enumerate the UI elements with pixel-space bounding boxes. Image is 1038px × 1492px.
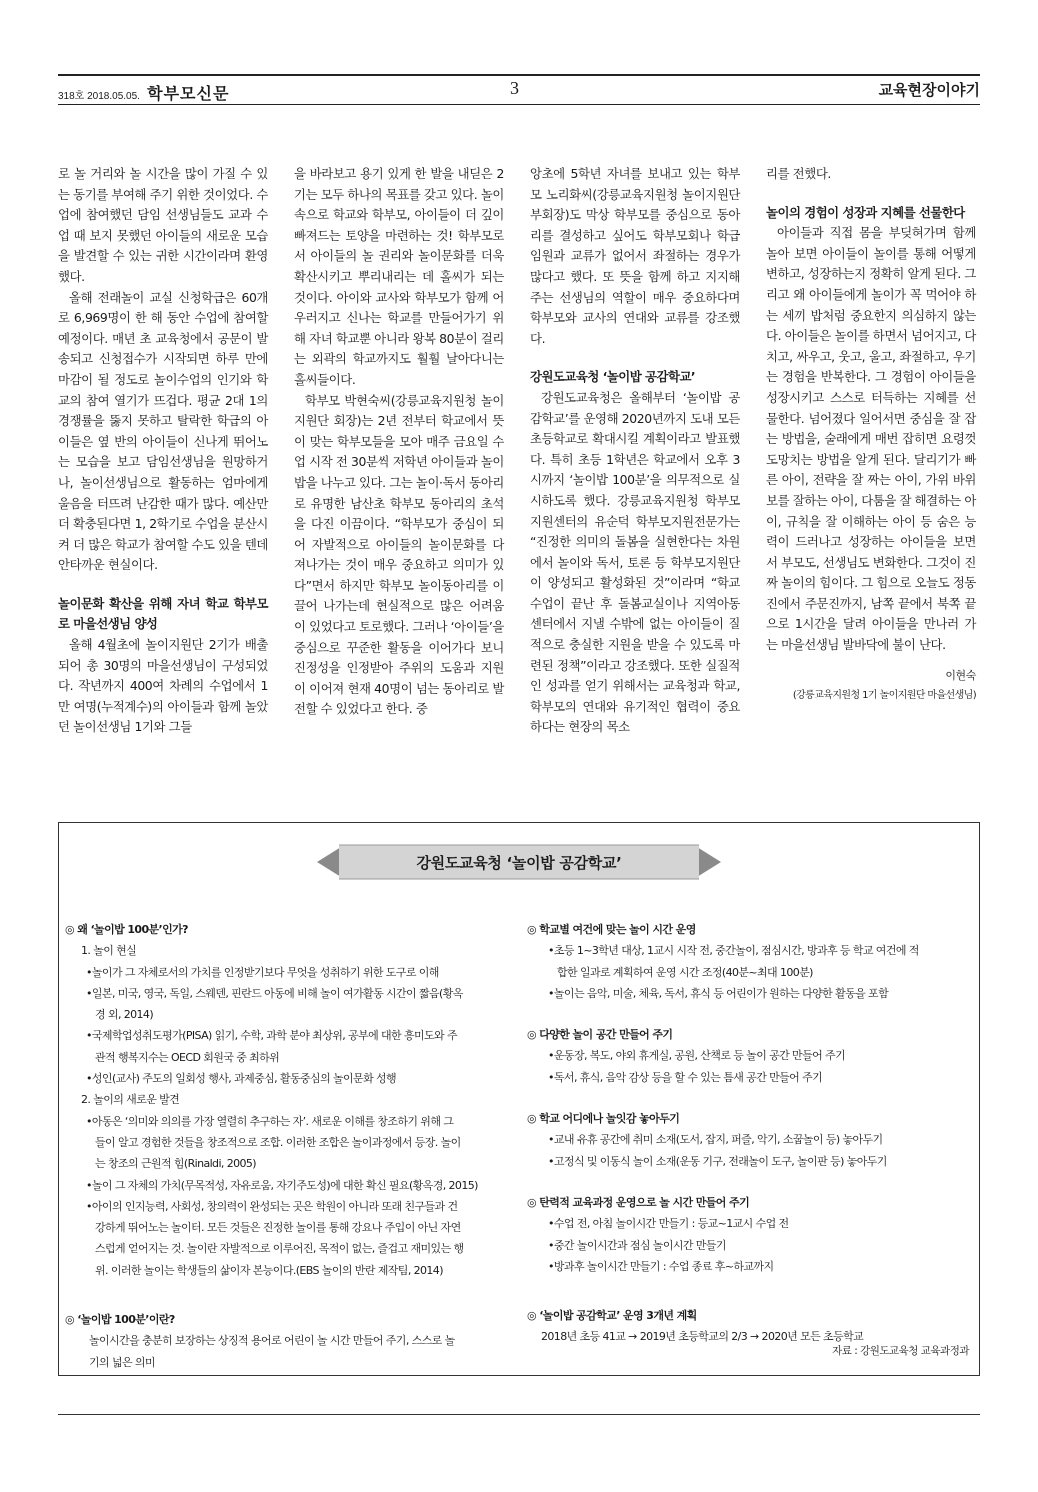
box-list-item: •국제학업성취도평가(PISA) 읽기, 수학, 과학 분야 최상위, 공부에 대한 흥미도와 주 (86, 1029, 457, 1043)
box-section-title: ◎ 학교별 여건에 맞는 놀이 시간 운영 (527, 923, 696, 936)
box-list-item-cont: 강하게 뛰어노는 놀이터. 모든 것들은 진정한 놀이를 통해 강요나 주입이 아닌 자연 (95, 1221, 461, 1235)
box-left-column (65, 919, 515, 1373)
box-list-item: •일본, 미국, 영국, 독일, 스웨덴, 핀란드 아동에 비해 놀이 여가활동 시간이 짧음(황옥 (86, 986, 463, 1000)
box-list-item: •운동장, 복도, 야외 휴게실, 공원, 산책로 등 놀이 공간 만들어 주기 (548, 1049, 846, 1063)
paragraph: 리를 전했다. (766, 166, 831, 181)
author-affiliation: (강릉교육지원청 1기 놀이지원단 마을선생님) (792, 690, 976, 702)
box-section-title: ◎ 왜 ‘놀이밥 100분’인가? (65, 923, 188, 936)
spacer (65, 1281, 515, 1309)
box-list-item: •고정식 및 이동식 놀이 소재(운동 기구, 전래놀이 도구, 놀이판 등) 놓아두기 (548, 1154, 887, 1168)
paragraph: 학부모 박현숙씨(강릉교육지원청 놀이지원단 회장)는 2년 전부터 학교에서 뜻이 맞는 학부모들을 모아 매주 금요일 수업 시작 전 30분씩 저학년 아이들과 놀이밥을 나누고 있다. 그는 놀이·독서 동아리로 유명한 남산초 학부모 동아리의 초석을 다진 이끔이다. “학부모가 중심이 되어 자발적으로 아이들의 놀이문화를 다져나가는 것이 매우 중요하고 의미가 있다”면서 하지만 학부모 놀이동아리를 이끌어 나가는데 현실적으로 많은 어려움이 있었다고 토로했다. 그러나 ‘아이들’을 중심으로 꾸준한 활동을 이어가다 보니 진정성을 인정받아 주위의 도움과 지원이 이어져 현재 40명이 넘는 동아리로 발전할 수 있었다고 한다. 중 (294, 392, 504, 717)
box-subheading: 2. 놀이의 새로운 발견 (81, 1093, 180, 1107)
box-section-title: ◎ 탄력적 교육과정 운영으로 놀 시간 만들어 주기 (527, 1195, 750, 1209)
box-section-title: ◎ 학교 어디에나 놀잇감 놓아두기 (527, 1112, 680, 1126)
page-number: 3 (510, 78, 519, 98)
footer-rule (58, 1414, 980, 1415)
box-text: 2018년 초등 41교 → 2019년 초등학교의 2/3 → 2020년 모든 초등학교 (541, 1330, 864, 1344)
box-section-title: ◎ ‘놀이밥 공감학교’ 운영 3개년 계획 (527, 1309, 697, 1323)
box-list-item: •아이의 인지능력, 사회성, 창의력이 완성되는 곳은 학원이 아니라 또래 친구들과 건 (86, 1199, 458, 1213)
box-list-item: •독서, 휴식, 음악 감상 등을 할 수 있는 틈새 공간 만들어 주기 (548, 1070, 823, 1084)
issue-date: 318호 2018.05.05. (58, 91, 140, 102)
box-source: 자료 : 강원도교육청 교육과정과 (832, 1345, 969, 1357)
paragraph: 올해 4월초에 놀이지원단 2기가 배출되어 총 30명의 마을선생님이 구성되었다. 작년까지 400여 차례의 수업에서 1만 여명(누적계수)의 아이들과 함께 놀았던 놀이선생님 1기와 그들 (58, 637, 268, 735)
box-list-item-cont: 경 외, 2014) (95, 1008, 154, 1022)
box-list-item: •교내 유휴 공간에 취미 소재(도서, 잡지, 퍼즐, 악기, 소꿉놀이 등) 놓아두기 (548, 1133, 883, 1147)
box-title: 강원도교육청 ‘놀이밥 공감학교’ (416, 854, 622, 872)
paper-logo: 학부모신문 (147, 84, 230, 103)
box-section-title: ◎ 다양한 놀이 공간 만들어 주기 (527, 1028, 673, 1042)
paragraph: 올해 전래놀이 교실 신청학급은 60개로 6,969명이 한 해 동안 수업에 참여할 예정이다. 매년 초 교육청에서 공문이 발송되고 신청접수가 시작되면 하루 만에 마감이 될 정도로 놀이수업의 인기와 학교의 참여 열기가 뜨겁다. 평균 2대 1의 경쟁률을 뚫지 못하고 탈락한 학급의 아이들은 옆 반의 아이들이 신나게 뛰어노는 모습을 보고 담임선생님을 원망하거나, 놀이선생님으로 활동하는 엄마에게 울음을 터뜨려 난감한 때가 많다. 예산만 더 확충된다면 1, 2학기로 수업을 분산시켜 더 많은 학교가 참여할 수도 있을 텐데 안타까운 현실이다. (58, 289, 268, 573)
box-list-item-cont: 스럽게 얻어지는 것. 놀이란 자발적으로 이루어진, 목적이 없는, 즐겁고 재미있는 행 (95, 1242, 464, 1256)
spacer (527, 1004, 967, 1024)
box-list-item: •초등 1~3학년 대상, 1교시 시작 전, 중간놀이, 점심시간, 방과후 등 학교 여건에 적 (548, 944, 919, 958)
section-title: 교육현장이야기 (878, 81, 980, 99)
paragraph: 앙초에 5학년 자녀를 보내고 있는 학부모 노리화씨(강릉교육지원청 놀이지원단 부회장)도 막상 학부모를 중심으로 동아리를 결성하고 싶어도 학부모회나 학급 임원과 교류가 없어서 좌절하는 경우가 많다고 했다. 또 뜻을 함께 하고 지지해 주는 선생님의 역할이 매우 중요하다며 학부모와 교사의 연대와 교류를 강조했다. (530, 166, 740, 346)
box-list-item-cont: 는 창조의 근원적 힘(Rinaldi, 2005) (95, 1157, 256, 1171)
box-list-item: •성인(교사) 주도의 일회성 행사, 과제중심, 활동중심의 놀이문화 성행 (86, 1072, 397, 1086)
subheading: 놀이문화 확산을 위해 자녀 학교 학부모로 마을선생님 양성 (58, 595, 268, 632)
box-list-item: •수업 전, 아침 놀이시간 만들기 : 등교~1교시 수업 전 (548, 1217, 789, 1231)
box-list-item-cont: 들이 알고 경험한 것들을 창조적으로 조합. 이러한 조합은 놀이과정에서 등장. 놀이 (95, 1135, 461, 1149)
paragraph: 아이들과 직접 몸을 부딪혀가며 함께 놀아 보면 아이들이 놀이를 통해 어떻게 변하고, 성장하는지 정확히 알게 된다. 그리고 왜 아이들에게 놀이가 꼭 먹어야 하는 세끼 밥처럼 중요한지 의심하지 않는다. 아이들은 놀이를 하면서 넘어지고, 다치고, 싸우고, 웃고, 울고, 좌절하고, 우기는 경험을 반복한다. 그 경험이 아이들을 성장시키고 스스로 터득하는 지혜를 선물한다. 넘어졌다 일어서면 중심을 잘 잡는 방법을, 술래에게 매번 잡히면 요령껏 도망치는 방법을 알게 된다. 달리기가 빠른 아이, 전략을 잘 짜는 아이, 가위 바위 보를 잘하는 아이, 다툼을 잘 해결하는 아이, 규칙을 잘 이해하는 아이 등 숨은 능력이 드러나고 성장하는 아이들을 보면서 부모도, 선생님도 변화한다. 그것이 진짜 놀이의 힘이다. 그 힘으로 오늘도 정동진에서 주문진까지, 남쪽 끝에서 북쪽 끝으로 1시간을 달려 아이들을 만나러 가는 마을선생님 발바닥에 불이 난다. (766, 225, 976, 653)
box-list-item: •놀이 그 자체의 가치(무목적성, 자유로움, 자기주도성)에 대한 확신 필요(황옥경, 2015) (86, 1178, 478, 1192)
info-box (58, 822, 980, 1376)
box-list-item: •아동은 ‘의미와 의의를 가장 열렬히 추구하는 자’. 새로운 이해를 창조하기 위해 그 (86, 1114, 454, 1128)
spacer (527, 1172, 967, 1192)
box-list-item: •놀이는 음악, 미술, 체육, 독서, 휴식 등 어린이가 원하는 다양한 활동을 포함 (548, 986, 889, 1000)
subheading: 강원도교육청 ‘놀이밥 공감학교’ (530, 369, 696, 385)
article-column-4 (766, 164, 976, 707)
box-list-item: •방과후 놀이시간 만들기 : 수업 종료 후~하교까지 (548, 1259, 774, 1273)
paragraph: 로 놀 거리와 놀 시간을 많이 가질 수 있는 동기를 부여해 주기 위한 것이었다. 수업에 참여했던 담임 선생님들도 교과 수업 때 보지 못했던 아이들의 새로운 모습을 발견할 수 있는 귀한 시간이라며 환영했다. (58, 166, 268, 284)
box-right-column (527, 919, 967, 1348)
spacer (527, 1277, 967, 1305)
box-section-title: ◎ ‘놀이밥 100분’이란? (65, 1313, 175, 1327)
article-column-2 (294, 164, 504, 720)
box-title-banner (317, 843, 721, 881)
paragraph: 을 바라보고 용기 있게 한 발을 내딛은 2기는 모두 하나의 목표를 갖고 있다. 놀이 속으로 학교와 학부모, 아이들이 더 깊이 빠져드는 토양을 마련하는 것! 학부모로서 아이들의 놀 권리와 놀이문화를 더욱 확산시키고 뿌리내리는 데 홀씨가 되는 것이다. 아이와 교사와 학부모가 함께 어우러지고 신나는 학교를 만들어가기 위해 자녀 학교뿐 아니라 왕복 80분이 걸리는 외곽의 학교까지도 훨훨 날아다니는 홀씨들이다. (294, 166, 504, 387)
spacer (527, 1088, 967, 1108)
subheading: 놀이의 경험이 성장과 지혜를 선물한다 (766, 204, 965, 220)
box-list-item-cont: 관적 행복지수는 OECD 회원국 중 최하위 (95, 1050, 280, 1064)
article-column-3 (530, 164, 740, 738)
paragraph: 강원도교육청은 올해부터 ‘놀이밥 공감학교’를 운영해 2020년까지 도내 모든 초등학교로 확대시킬 계획이라고 발표했다. 특히 초등 1학년은 학교에서 오후 3시까지 ‘놀이밥 100분’을 의무적으로 실시하도록 했다. 강릉교육지원청 학부모지원센터의 유순덕 학부모지원전문가는 “진정한 의미의 돌봄을 실현한다는 차원에서 놀이와 독서, 토론 등 학부모지원단이 양성되고 활성화된 것”이라며 “학교 수업이 끝난 후 돌봄교실이나 지역아동센터에서 지낼 수밖에 없는 아이들이 질적으로 충실한 지원을 받을 수 있도록 마련된 정책”이라고 강조했다. 또한 실질적인 성과를 얻기 위해서는 교육청과 학교, 학부모의 연대와 유기적인 협력이 중요하다는 현장의 목소 (530, 389, 740, 735)
author-name: 이현숙 (945, 668, 976, 682)
header-bottom-rule (58, 104, 980, 105)
box-text: 놀이시간을 충분히 보장하는 상징적 용어로 어린이 놀 시간 만들어 주기, 스스로 놀 (89, 1334, 455, 1348)
box-subheading: 1. 놀이 현실 (81, 944, 137, 958)
box-list-item: •중간 놀이시간과 점심 놀이시간 만들기 (548, 1238, 726, 1252)
box-text: 기의 넓은 의미 (89, 1355, 155, 1369)
box-list-item: •놀이가 그 자체로서의 가치를 인정받기보다 무엇을 성취하기 위한 도구로 이해 (86, 965, 439, 979)
box-list-item-cont: 합한 일과로 계획하여 운영 시간 조정(40분~최대 100분) (557, 965, 813, 979)
box-list-item-cont: 위. 이러한 놀이는 학생들의 삶이자 본능이다.(EBS 놀이의 반란 제작팀, 2014) (95, 1263, 443, 1277)
article-column-1 (58, 164, 268, 738)
page-header (58, 74, 980, 104)
masthead (58, 81, 229, 104)
